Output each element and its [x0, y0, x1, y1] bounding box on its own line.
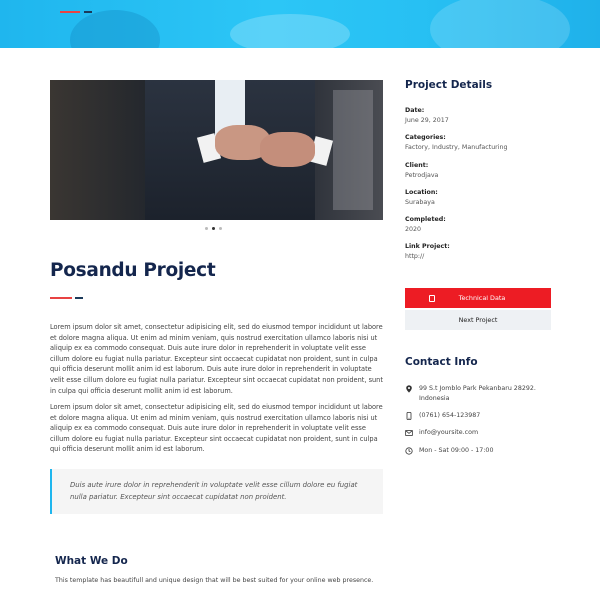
technical-data-label: Technical Data: [458, 294, 506, 302]
banner-accent-navy: [84, 11, 92, 13]
contact-phone: [405, 411, 549, 421]
detail-completed-value: 2020: [405, 226, 422, 233]
contact-phone-text[interactable]: (0761) 654-123987: [419, 412, 481, 419]
contact-hours: [405, 446, 549, 456]
detail-date-value: June 29, 2017: [405, 117, 449, 124]
detail-client-label: Client:: [405, 162, 429, 169]
document-icon: [429, 295, 435, 302]
detail-link: [405, 243, 450, 260]
contact-address-text: 99 S.t Jomblo Park Pekanbaru 28292. Indonesia: [419, 385, 536, 402]
title-accent-navy: [75, 297, 83, 299]
title-accent-red: [50, 297, 72, 299]
map-marker-icon: [405, 385, 413, 393]
clock-icon: [405, 447, 413, 455]
detail-categories-label: Categories:: [405, 134, 446, 141]
slider-dot-active[interactable]: [212, 227, 215, 230]
banner-decoration: [70, 10, 160, 48]
contact-address: [405, 384, 549, 403]
banner-decoration: [430, 0, 570, 48]
detail-completed-label: Completed:: [405, 216, 446, 223]
project-details-title: Project Details: [405, 79, 493, 91]
detail-location-label: Location:: [405, 189, 438, 196]
project-quote: Duis aute irure dolor in reprehenderit in voluptate velit esse cillum dolore eu fugiat nulla pariatur. Excepteur sint occaecat cupidatat non proident.: [50, 469, 383, 514]
project-description-2: Lorem ipsum dolor sit amet, consectetur adipisicing elit, sed do eiusmod tempor incididunt ut labore et dolore magna aliqua. Ut enim ad minim veniam, quis nostrud exercitation ullamco laboris nisi ut aliquip ex ea commodo consequat. Duis aute irure dolor in reprehenderit in voluptate velit esse cillum dolore eu fugiat nulla pariatur. Excepteur sint occaecat cupidatat non proident, sunt in culpa qui officia deserunt mollit anim id est laborum.: [50, 403, 383, 454]
detail-link-value[interactable]: http://: [405, 253, 425, 260]
contact-email-text[interactable]: info@yoursite.com: [419, 429, 479, 436]
technical-data-button[interactable]: [405, 288, 551, 308]
envelope-icon: [405, 429, 413, 437]
page-header-banner: [0, 0, 600, 48]
slider-dot[interactable]: [219, 227, 222, 230]
detail-link-label: Link Project:: [405, 243, 450, 250]
banner-decoration: [230, 14, 350, 48]
detail-categories-value: Factory, Industry, Manufacturing: [405, 144, 508, 151]
next-project-label: Next Project: [458, 316, 498, 324]
background-light: [333, 90, 373, 210]
detail-completed: [405, 216, 446, 233]
next-project-button[interactable]: [405, 310, 551, 330]
what-we-do-text: This template has beautifull and unique design that will be best suited for your online web presence.: [55, 577, 374, 584]
contact-info-title: Contact Info: [405, 356, 478, 368]
detail-client-value: Petrodjava: [405, 172, 439, 179]
detail-categories: [405, 134, 508, 151]
mobile-phone-icon: [405, 412, 413, 420]
project-title: Posandu Project: [50, 260, 216, 281]
contact-email: [405, 428, 549, 438]
contact-hours-text: Mon - Sat 09:00 - 17:00: [419, 447, 494, 454]
detail-date-label: Date:: [405, 107, 425, 114]
detail-location: [405, 189, 438, 206]
slider-dots: [205, 227, 222, 230]
project-image-slider[interactable]: [50, 80, 383, 220]
detail-date: [405, 107, 449, 124]
what-we-do-title: What We Do: [55, 555, 128, 567]
project-description-1: Lorem ipsum dolor sit amet, consectetur adipisicing elit, sed do eiusmod tempor incididunt ut labore et dolore magna aliqua. Ut enim ad minim veniam, quis nostrud exercitation ullamco laboris nisi ut aliquip ex ea commodo consequat. Duis aute irure dolor in reprehenderit in voluptate velit esse cillum dolore eu fugiat nulla pariatur. Excepteur sint occaecat cupidatat non proident, sunt in culpa qui officia deserunt mollit anim id est laborum. Duis aute irure dolor in reprehenderit in voluptate velit esse cillum dolore eu fugiat nulla pariatur. Excepteur sint occaecat cupidatat non proident, sunt in culpa qui officia deserunt mollit anim id est laborum.: [50, 323, 383, 395]
banner-accent-red: [60, 11, 80, 13]
detail-location-value: Surabaya: [405, 199, 435, 206]
hand-shape: [260, 132, 315, 167]
slider-dot[interactable]: [205, 227, 208, 230]
detail-client: [405, 162, 438, 179]
